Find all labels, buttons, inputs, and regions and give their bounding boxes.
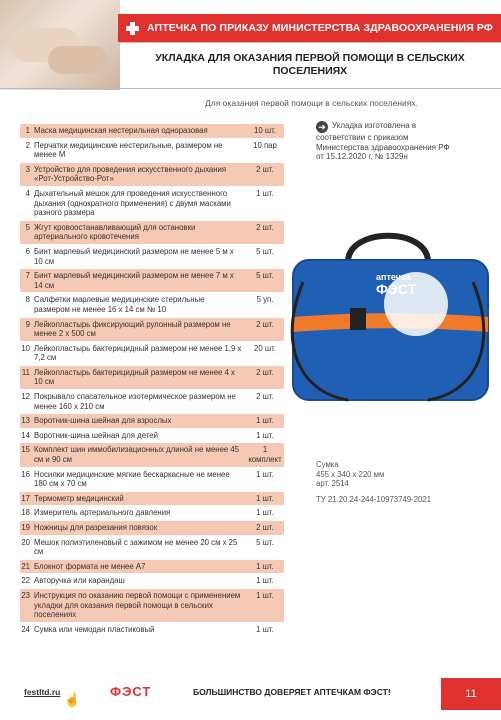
item-name: Носилки медицинские мягкие бескаркасные не менее 180 см х 70 см <box>34 469 230 489</box>
bag-spec <box>316 460 476 504</box>
item-name: Инструкция по оказанию первой помощи с применением укладки для оказания первой помощи в сельских поселениях <box>34 590 241 620</box>
item-name: Воротник-шина шейная для детей <box>34 430 158 440</box>
item-qty: 1 шт. <box>256 188 274 198</box>
hand-pointer-icon: ☝ <box>64 692 81 707</box>
table-row <box>20 443 284 467</box>
item-num: 19 <box>21 523 30 532</box>
item-qty: 5 шт. <box>256 271 274 281</box>
item-qty: 1 шт. <box>256 508 274 518</box>
item-num: 13 <box>21 416 30 426</box>
item-num: 7 <box>25 271 30 281</box>
item-qty: 2 шт. <box>256 164 274 174</box>
table-row <box>20 318 284 342</box>
item-name: Ножницы для разрезания повязок <box>34 523 158 532</box>
item-num: 16 <box>21 469 30 479</box>
item-qty: 2 шт. <box>256 367 274 377</box>
spec-size: 455 х 340 х 220 мм <box>316 469 385 479</box>
item-num: 21 <box>21 561 30 571</box>
table-row <box>20 139 284 163</box>
spec-tu: ТУ 21.20.24-244-10973749-2021 <box>316 494 432 504</box>
item-num: 17 <box>21 493 30 503</box>
table-row <box>20 492 284 507</box>
page-footer <box>0 678 501 710</box>
item-num: 4 <box>25 188 30 198</box>
header-banner-text: АПТЕЧКА ПО ПРИКАЗУ МИНИСТЕРСТВА ЗДРАВООХРАНЕНИЯ РФ <box>147 22 493 34</box>
item-num: 24 <box>21 624 30 634</box>
item-num: 12 <box>21 392 30 402</box>
table-row <box>20 429 284 444</box>
item-num: 6 <box>25 246 30 256</box>
bag-label-line2: ФЭСТ <box>376 281 417 297</box>
table-row <box>20 366 284 390</box>
table-row <box>20 342 284 366</box>
item-num: 22 <box>21 576 30 586</box>
item-qty: 20 шт. <box>254 343 276 353</box>
item-name: Авторучка или карандаш <box>34 576 125 586</box>
table-row <box>20 521 284 536</box>
item-qty: 1 шт. <box>256 416 274 426</box>
item-qty: 1 комплект <box>248 445 282 465</box>
page-subtitle: Для оказания первой помощи в сельских поселениях. <box>205 98 418 108</box>
item-qty: 10 пар <box>253 140 277 150</box>
item-name: Лейкопластырь бактерицидный размером не менее 1,9 х 7,2 см <box>34 343 242 363</box>
bag-handle <box>348 236 428 262</box>
site-link[interactable]: festltd.ru <box>24 687 61 697</box>
item-qty: 10 шт. <box>254 126 276 135</box>
header-divider <box>118 42 501 43</box>
item-num: 2 <box>25 140 30 150</box>
table-row <box>20 574 284 589</box>
item-num: 9 <box>25 319 30 329</box>
brand-logo: ФЭСТ <box>110 684 152 699</box>
item-name: Лейкопластырь фиксирующий рулонный размером не менее 2 х 500 см <box>34 319 231 339</box>
table-row <box>20 269 284 293</box>
item-name: Покрывало спасательное изотермическое размером не менее 160 х 210 см <box>34 392 236 411</box>
spec-article: арт. 2514 <box>316 479 349 489</box>
arrow-right-icon: ➜ <box>316 121 328 133</box>
item-name: Салфетки марлевые медицинские стерильные размером не менее 16 х 14 см № 10 <box>34 295 205 314</box>
header-photo <box>0 0 120 90</box>
table-row <box>20 221 284 245</box>
table-row <box>20 468 284 492</box>
item-qty: 2 шт. <box>256 392 274 402</box>
item-qty: 2 шт. <box>256 523 274 532</box>
item-qty: 2 шт. <box>256 222 274 232</box>
bag-image <box>288 222 493 407</box>
item-qty: 1 шт. <box>256 590 274 600</box>
spec-title: Сумка <box>316 460 339 469</box>
table-row <box>20 163 284 187</box>
item-qty: 5 шт. <box>256 537 274 547</box>
item-qty: 5 шт. <box>256 246 274 256</box>
item-name: Термометр медицинский <box>34 493 124 503</box>
item-name: Дыхательный мешок для проведения искусственного дыхания (однократного применения) с двумя масками разного размера <box>34 188 231 218</box>
header-banner <box>118 14 501 42</box>
table-row <box>20 124 284 139</box>
table-row <box>20 414 284 429</box>
item-name: Перчатки медицинские нестерильные, размером не менее М <box>34 140 223 160</box>
item-num: 18 <box>21 508 30 518</box>
item-num: 1 <box>25 126 30 135</box>
item-qty: 5 уп. <box>256 295 274 305</box>
item-qty: 2 шт. <box>256 319 274 329</box>
item-num: 14 <box>21 430 30 440</box>
item-name: Измеритель артериального давления <box>34 508 171 518</box>
items-table <box>20 124 284 637</box>
item-num: 20 <box>21 537 30 547</box>
slogan: БОЛЬШИНСТВО ДОВЕРЯЕТ АПТЕЧКАМ ФЭСТ! <box>193 687 391 697</box>
table-row <box>20 536 284 560</box>
item-num: 11 <box>21 367 30 377</box>
item-qty: 1 шт. <box>256 561 274 571</box>
item-name: Бинт марлевый медицинский размером не менее 5 м х 10 см <box>34 246 234 266</box>
item-name: Сумка или чемодан пластиковый <box>34 624 155 634</box>
item-name: Воротник-шина шейная для взрослых <box>34 416 172 426</box>
table-row <box>20 293 284 317</box>
regulation-note-text: Укладка изготовлена в соответствии с приказом Министерства здравоохранения РФ от 15.12.2020 г. № 1329н <box>316 121 450 162</box>
item-num: 5 <box>25 222 30 232</box>
item-qty: 1 шт. <box>256 493 274 503</box>
page-title: УКЛАДКА ДЛЯ ОКАЗАНИЯ ПЕРВОЙ ПОМОЩИ В СЕЛЬСКИХ ПОСЕЛЕНИЯХ <box>155 52 465 77</box>
medical-cross-icon <box>126 22 139 35</box>
item-name: Блокнот формата не менее А7 <box>34 561 146 571</box>
item-qty: 1 шт. <box>256 430 274 440</box>
item-num: 15 <box>21 445 30 455</box>
item-num: 23 <box>21 590 30 600</box>
item-name: Бинт марлевый медицинский размером не менее 7 м х 14 см <box>34 271 234 290</box>
page-number: 11 <box>441 678 501 710</box>
item-qty: 1 шт. <box>256 624 274 634</box>
item-name: Комплект шин иммобилизационных длиной не менее 45 см и 90 см <box>34 445 240 465</box>
item-num: 10 <box>21 343 30 353</box>
table-row <box>20 623 284 638</box>
table-row <box>20 589 284 623</box>
hand-shape <box>48 46 108 74</box>
bag-label-line1: аптечка <box>376 272 411 282</box>
item-name: Лейкопластырь бактерицидный размером не менее 4 х 10 см <box>34 367 235 387</box>
item-name: Маска медицинская нестерильная одноразовая <box>34 126 208 135</box>
table-row <box>20 187 284 221</box>
item-qty: 1 шт. <box>256 469 274 479</box>
item-num: 8 <box>25 295 30 305</box>
table-row <box>20 390 284 414</box>
table-row <box>20 245 284 269</box>
bag-buckle <box>350 308 366 330</box>
table-row <box>20 560 284 575</box>
title-divider <box>0 88 501 89</box>
table-row <box>20 506 284 521</box>
item-num: 3 <box>25 164 30 174</box>
item-qty: 1 шт. <box>256 576 274 586</box>
regulation-note <box>316 121 456 162</box>
item-name: Устройство для проведения искусственного дыхания «Рот-Устройство-Рот» <box>34 164 227 184</box>
item-name: Жгут кровоостанавливающий для остановки артериального кровотечения <box>34 222 196 242</box>
item-name: Мешок полиэтиленовый с зажимом не менее 20 см х 25 см <box>34 537 238 557</box>
